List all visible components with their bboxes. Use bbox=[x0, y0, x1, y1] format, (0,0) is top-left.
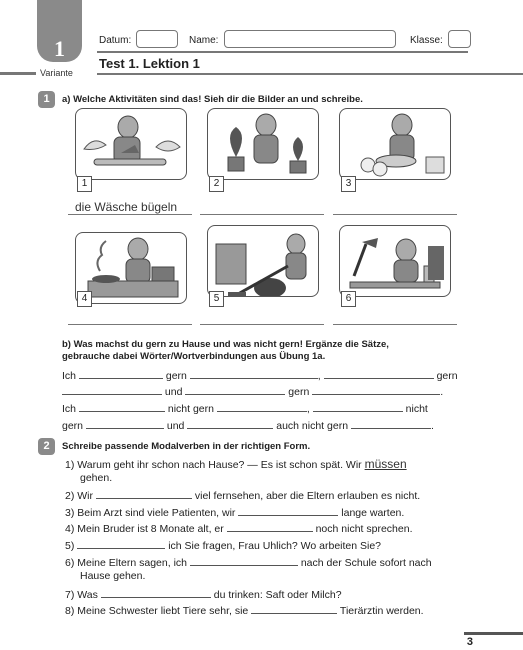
task-1b-line1: b) Was machst du gern zu Hause und was nicht gern! Ergänze die Sätze, bbox=[62, 339, 389, 350]
b-line-1: Ich gern , gern bbox=[62, 370, 458, 382]
variant-label: Variante bbox=[40, 68, 73, 78]
picture-number-3: 3 bbox=[341, 176, 356, 192]
picture-number-4: 4 bbox=[77, 291, 92, 307]
task-1a: a) Welche Aktivitäten sind das! Sieh dir die Bilder an und schreibe. bbox=[62, 94, 363, 105]
b-line-4: gern und auch nicht gern . bbox=[62, 420, 434, 432]
test-title: Test 1. Lektion 1 bbox=[99, 56, 200, 71]
picture-ironing bbox=[75, 108, 187, 180]
answer-1-text: die Wäsche bügeln bbox=[75, 200, 178, 214]
klasse-field[interactable] bbox=[448, 30, 471, 48]
picture-number-6: 6 bbox=[341, 291, 356, 307]
picture-dishes bbox=[339, 108, 451, 180]
item-8: 8) Meine Schwester liebt Tiere sehr, sie Tierärztin werden. bbox=[65, 605, 424, 617]
task-2: Schreibe passende Modalverben in der richtigen Form. bbox=[62, 441, 311, 452]
title-rule bbox=[97, 73, 523, 75]
picture-vacuuming bbox=[207, 225, 319, 297]
klasse-label: Klasse: bbox=[410, 35, 443, 46]
task-1b-line2: gebrauche dabei Wörter/Wortverbindungen aus Übung 1a. bbox=[62, 351, 326, 362]
header-rule bbox=[97, 51, 468, 53]
variant-number: 1 bbox=[54, 36, 65, 61]
section-1-number: 1 bbox=[38, 91, 55, 108]
picture-number-2: 2 bbox=[209, 176, 224, 192]
name-field[interactable] bbox=[224, 30, 396, 48]
datum-field[interactable] bbox=[136, 30, 178, 48]
picture-number-1: 1 bbox=[77, 176, 92, 192]
answer-3-line[interactable] bbox=[333, 214, 457, 215]
picture-plants bbox=[207, 108, 319, 180]
answer-2-line[interactable] bbox=[200, 214, 324, 215]
answer-6-line[interactable] bbox=[333, 324, 457, 325]
item-1-cont: gehen. bbox=[80, 472, 113, 484]
page-number: 3 bbox=[466, 636, 473, 648]
item-2: 2) Wir viel fernsehen, aber die Eltern erlauben es nicht. bbox=[65, 490, 421, 502]
answer-5-line[interactable] bbox=[200, 324, 324, 325]
section-2-number: 2 bbox=[38, 438, 55, 455]
item-1: 1) Warum geht ihr schon nach Hause? — Es ist schon spät. Wir müssen bbox=[65, 457, 407, 471]
item-6: 6) Meine Eltern sagen, ich nach der Schule sofort nach bbox=[65, 557, 432, 569]
item-3: 3) Beim Arzt sind viele Patienten, wir lange warten. bbox=[65, 507, 405, 519]
b-line-2: und gern . bbox=[62, 384, 443, 398]
name-label: Name: bbox=[189, 35, 219, 46]
item-5: 5) ich Sie fragen, Frau Uhlich? Wo arbeiten Sie? bbox=[65, 540, 382, 552]
item-6-cont: Hause gehen. bbox=[80, 570, 146, 582]
answer-1-line[interactable] bbox=[68, 214, 192, 215]
item-7: 7) Was du trinken: Saft oder Milch? bbox=[65, 589, 342, 601]
item-4: 4) Mein Bruder ist 8 Monate alt, er noch nicht sprechen. bbox=[65, 523, 413, 535]
left-rule bbox=[0, 72, 36, 75]
answer-4-line[interactable] bbox=[68, 324, 192, 325]
picture-number-5: 5 bbox=[209, 291, 224, 307]
datum-label: Datum: bbox=[99, 35, 132, 46]
picture-homework bbox=[339, 225, 451, 297]
b-line-3: Ich nicht gern , nicht bbox=[62, 403, 428, 415]
footer-rule bbox=[464, 632, 523, 635]
